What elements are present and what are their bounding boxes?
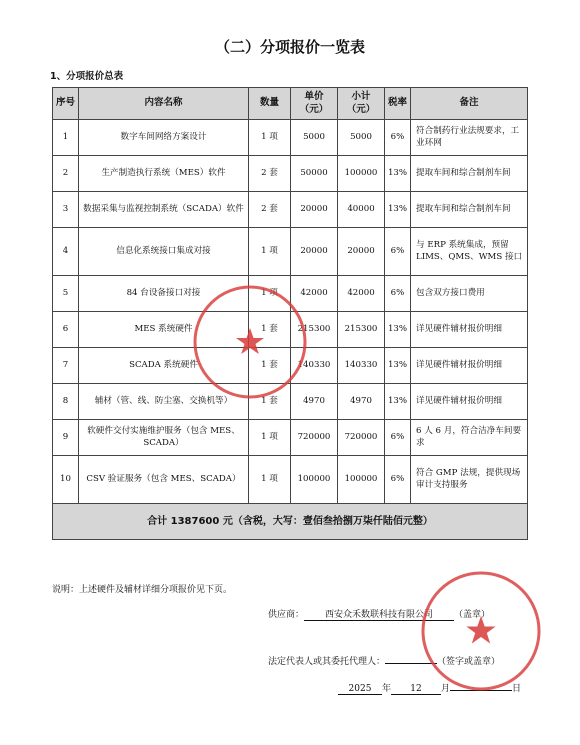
cell-subtotal: 100000: [338, 156, 385, 192]
table-row: [53, 192, 528, 228]
cell-note: 6 人 6 月，符合洁净车间要求: [411, 420, 528, 456]
cell-unit-price: 20000: [291, 192, 338, 228]
cell-subtotal: 4970: [338, 384, 385, 420]
cell-name: 信息化系统接口集成对接: [79, 228, 249, 276]
cell-qty: 1 项: [249, 120, 291, 156]
header-qty: 数量: [249, 88, 291, 120]
cell-name: MES 系统硬件: [79, 312, 249, 348]
cell-qty: 2 套: [249, 192, 291, 228]
cell-unit-price: 42000: [291, 276, 338, 312]
cell-note: 详见硬件辅材报价明细: [411, 384, 528, 420]
year-unit: 年: [382, 684, 392, 694]
cell-qty: 1 套: [249, 312, 291, 348]
cell-note: 与 ERP 系统集成，预留 LIMS、QMS、WMS 接口: [411, 228, 528, 276]
header-unit-price: 单价（元）: [291, 88, 338, 120]
header-subtotal: 小计（元）: [338, 88, 385, 120]
cell-name: 84 台设备接口对接: [79, 276, 249, 312]
cell-note: 包含双方接口费用: [411, 276, 528, 312]
total-row: [53, 504, 528, 540]
header-note: 备注: [411, 88, 528, 120]
representative-label: 法定代表人或其委托代理人：: [268, 657, 386, 667]
cell-tax: 13%: [385, 156, 411, 192]
cell-no: 4: [53, 228, 79, 276]
company-seal: [190, 282, 310, 402]
cell-qty: 1 项: [249, 456, 291, 504]
seal-star-icon: [236, 328, 264, 354]
table-row: [53, 228, 528, 276]
total-amount: 合计 1387600 元（含税，大写：壹佰叁拾捌万柒仟陆佰元整）: [53, 504, 528, 540]
cell-subtotal: 215300: [338, 312, 385, 348]
table-row: [53, 156, 528, 192]
cell-unit-price: 215300: [291, 312, 338, 348]
cell-subtotal: 140330: [338, 348, 385, 384]
description-note: 说明：上述硬件及辅材详细分项报价见下页。: [52, 585, 233, 595]
cell-no: 8: [53, 384, 79, 420]
seal-star-icon: [466, 616, 495, 644]
month-unit: 月: [441, 684, 451, 694]
supplier-name: 西安众禾数联科技有限公司: [304, 607, 454, 621]
cell-unit-price: 140330: [291, 348, 338, 384]
supplier-label: 供应商：: [268, 610, 305, 620]
day-unit: 日: [512, 684, 522, 694]
cell-note: 提取车间和综合制剂车间: [411, 156, 528, 192]
header-name: 内容名称: [79, 88, 249, 120]
cell-qty: 1 套: [249, 384, 291, 420]
cell-no: 2: [53, 156, 79, 192]
cell-no: 5: [53, 276, 79, 312]
cell-name: 辅材（管、线、防尘塞、交换机等）: [79, 384, 249, 420]
cell-tax: 13%: [385, 348, 411, 384]
cell-tax: 6%: [385, 456, 411, 504]
cell-note: 符合制药行业法规要求，工业环网: [411, 120, 528, 156]
cell-no: 9: [53, 420, 79, 456]
cell-tax: 13%: [385, 384, 411, 420]
cell-subtotal: 100000: [338, 456, 385, 504]
cell-note: 详见硬件辅材报价明细: [411, 348, 528, 384]
section-heading: 1、分项报价总表: [50, 71, 124, 82]
table-row: [53, 420, 528, 456]
cell-qty: 1 项: [249, 228, 291, 276]
cell-no: 3: [53, 192, 79, 228]
cell-tax: 13%: [385, 192, 411, 228]
cell-no: 6: [53, 312, 79, 348]
page-title: （二）分项报价一览表: [214, 38, 365, 56]
representative-suffix: （签字或盖章）: [437, 657, 501, 667]
cell-unit-price: 50000: [291, 156, 338, 192]
cell-tax: 6%: [385, 228, 411, 276]
cell-no: 7: [53, 348, 79, 384]
cell-no: 10: [53, 456, 79, 504]
cell-name: CSV 验证服务（包含 MES、SCADA）: [79, 456, 249, 504]
cell-note: 详见硬件辅材报价明细: [411, 312, 528, 348]
cell-name: 数字车间网络方案设计: [79, 120, 249, 156]
cell-unit-price: 100000: [291, 456, 338, 504]
cell-unit-price: 720000: [291, 420, 338, 456]
supplier-seal: [418, 568, 544, 694]
cell-unit-price: 4970: [291, 384, 338, 420]
cell-name: SCADA 系统硬件: [79, 348, 249, 384]
date-month: 12: [391, 684, 441, 695]
cell-tax: 6%: [385, 420, 411, 456]
cell-name: 数据采集与监视控制系统（SCADA）软件: [79, 192, 249, 228]
cell-name: 生产制造执行系统（MES）软件: [79, 156, 249, 192]
cell-qty: 2 套: [249, 156, 291, 192]
cell-subtotal: 20000: [338, 228, 385, 276]
cell-tax: 6%: [385, 120, 411, 156]
cell-qty: 1 项: [249, 420, 291, 456]
cell-unit-price: 5000: [291, 120, 338, 156]
header-tax: 税率: [385, 88, 411, 120]
cell-note: 提取车间和综合制剂车间: [411, 192, 528, 228]
cell-subtotal: 42000: [338, 276, 385, 312]
cell-tax: 6%: [385, 276, 411, 312]
date-year: 2025: [338, 684, 382, 695]
cell-no: 1: [53, 120, 79, 156]
cell-qty: 1 套: [249, 348, 291, 384]
cell-unit-price: 20000: [291, 228, 338, 276]
cell-subtotal: 40000: [338, 192, 385, 228]
cell-subtotal: 5000: [338, 120, 385, 156]
cell-tax: 13%: [385, 312, 411, 348]
table-row: [53, 120, 528, 156]
cell-subtotal: 720000: [338, 420, 385, 456]
header-no: 序号: [53, 88, 79, 120]
table-row: [53, 456, 528, 504]
cell-name: 软硬件交付实施维护服务（包含 MES、SCADA）: [79, 420, 249, 456]
cell-qty: 1 项: [249, 276, 291, 312]
cell-note: 符合 GMP 法规，提供现场审计支持服务: [411, 456, 528, 504]
supplier-suffix: （盖章）: [454, 610, 491, 620]
